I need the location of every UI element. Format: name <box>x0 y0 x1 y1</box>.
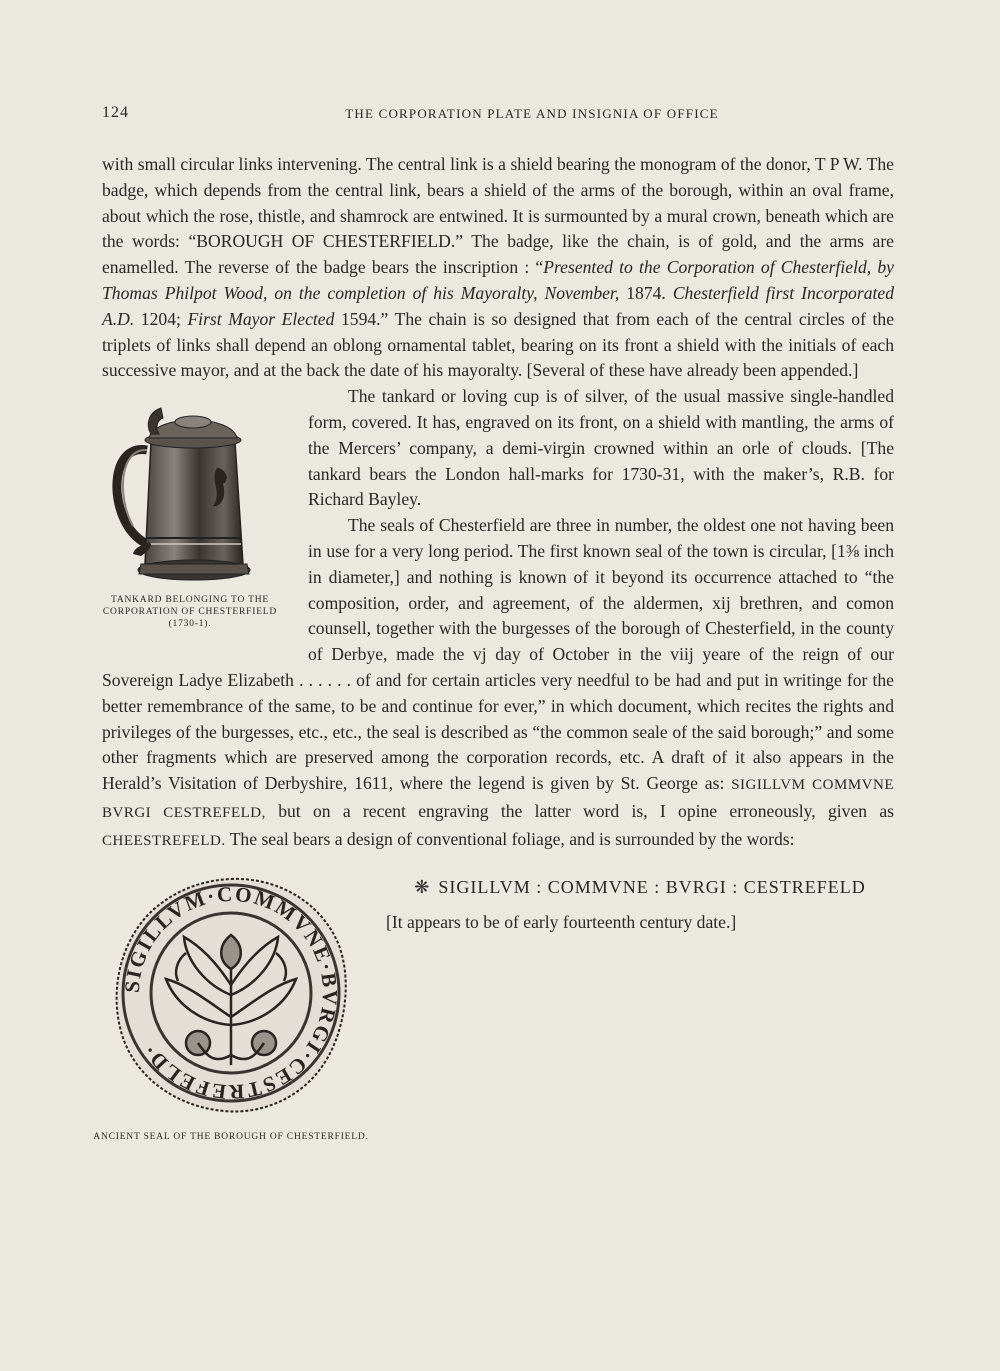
page-number: 124 <box>102 104 129 121</box>
inscription-year-2: 1204; <box>134 308 188 329</box>
tankard-illustration <box>105 388 275 588</box>
seal-figure <box>88 865 374 1191</box>
inscription-italic: Presented to the Corporation of Chesterfield, by Thomas Philpot Wood, on the completion of his Mayoralty, November, <box>102 257 894 303</box>
para3-text-c: The seal bears a design of conventional foliage, and is surrounded by the words: <box>229 828 795 849</box>
para3-text: The seals of Chesterfield are three in number, the oldest one not having been in use for a very long period. The first known seal of the town is circular, [1⅜ inch in diameter,] and nothing is known of it beyond its occurrence attached to “the composition, order, and agreement, of the aldermen, xij brethren, and comon counsell, together with the burgesses of the borough of Chesterfield, in the county of Derbye, made the vj day of October in the viij yeare of the reign of our Sovereign Ladye Elizabeth . . . . . . of and for certain articles very needful to be had and put in writinge for the better remembrance of the same, to be and continue for ever,” in which document, which recites the rights and privileges of the burgesses, etc., etc., the seal is described as “the common seale of the said borough;” and some other fragments which are preserved among the corporation records, etc. A draft of it also appears in the Herald’s Visitation of Derbyshire, 1611, where the legend is given by St. George as: <box>102 515 894 794</box>
date-note: [It appears to be of early fourteenth century date.] <box>386 912 737 933</box>
paragraph-tankard: The tankard or loving cup is of silver, of the usual massive single-handled form, covered. It has, engraved on its front, on a shield with mantling, the arms of the Mercers’ company, a demi-virgin crowned within an orle of clouds. [The tankard bears the London hall-marks for 1730-31, with the maker’s, R.B. for Richard Bayley. <box>308 386 894 510</box>
seal-legend-text: SIGILLVM : COMMVNE : BVRGI : CESTREFELD <box>438 876 866 897</box>
legend-smallcaps: SIGILLVM COMMVNE BVRGI CESTREFELD, <box>102 777 894 821</box>
paragraph-chain <box>102 152 894 384</box>
star-icon: ❋ <box>414 876 431 897</box>
seal-illustration <box>106 865 356 1125</box>
para3-text-b: but on a recent engraving the latter word is, I opine erroneously, given as <box>278 800 895 821</box>
running-head <box>102 104 892 128</box>
inscription-italic-3: First Mayor Elected <box>187 308 335 329</box>
para1-end-text: 1594.” The chain is so designed that from each of the central circles of the triplets of links shall depend an oblong ornamental tablet, bearing on its front a shield with the initials of each successive mayor, and at the back the date of his mayoralty. [Several of these have already been appended.] <box>102 308 895 381</box>
tankard-caption: TANKARD BELONGING TO THE CORPORATION OF CHESTERFIELD (1730-1). <box>102 595 278 630</box>
inscription-italic-2: Chesterfield first Incorporated A.D. <box>102 282 894 329</box>
engraving-smallcaps: CHEESTREFELD. <box>102 832 226 849</box>
body-text <box>93 152 895 1191</box>
inscription-year: 1874. <box>619 282 673 303</box>
para1-text: with small circular links intervening. The central link is a shield bearing the monogram of the donor, T P W. The badge, which depends from the central link, bears a shield of the arms of the borough, within an oval frame, about which the rose, thistle, and shamrock are entwined. It is surmounted by a mural crown, beneath which are the words: “BOROUGH OF CHESTERFIELD.” The badge, like the chain, is of gold, and the arms are enamelled. The reverse of the badge bears the inscription : “ <box>102 154 894 278</box>
tankard-figure <box>90 388 290 644</box>
seal-caption: ANCIENT SEAL OF THE BOROUGH OF CHESTERFIELD. <box>93 1131 369 1142</box>
seal-ring-text: SIGILLVM·COMMVNE·BVRGI·CESTREFELD· <box>119 881 343 1104</box>
running-title: THE CORPORATION PLATE AND INSIGNIA OF OFFICE <box>345 106 719 121</box>
